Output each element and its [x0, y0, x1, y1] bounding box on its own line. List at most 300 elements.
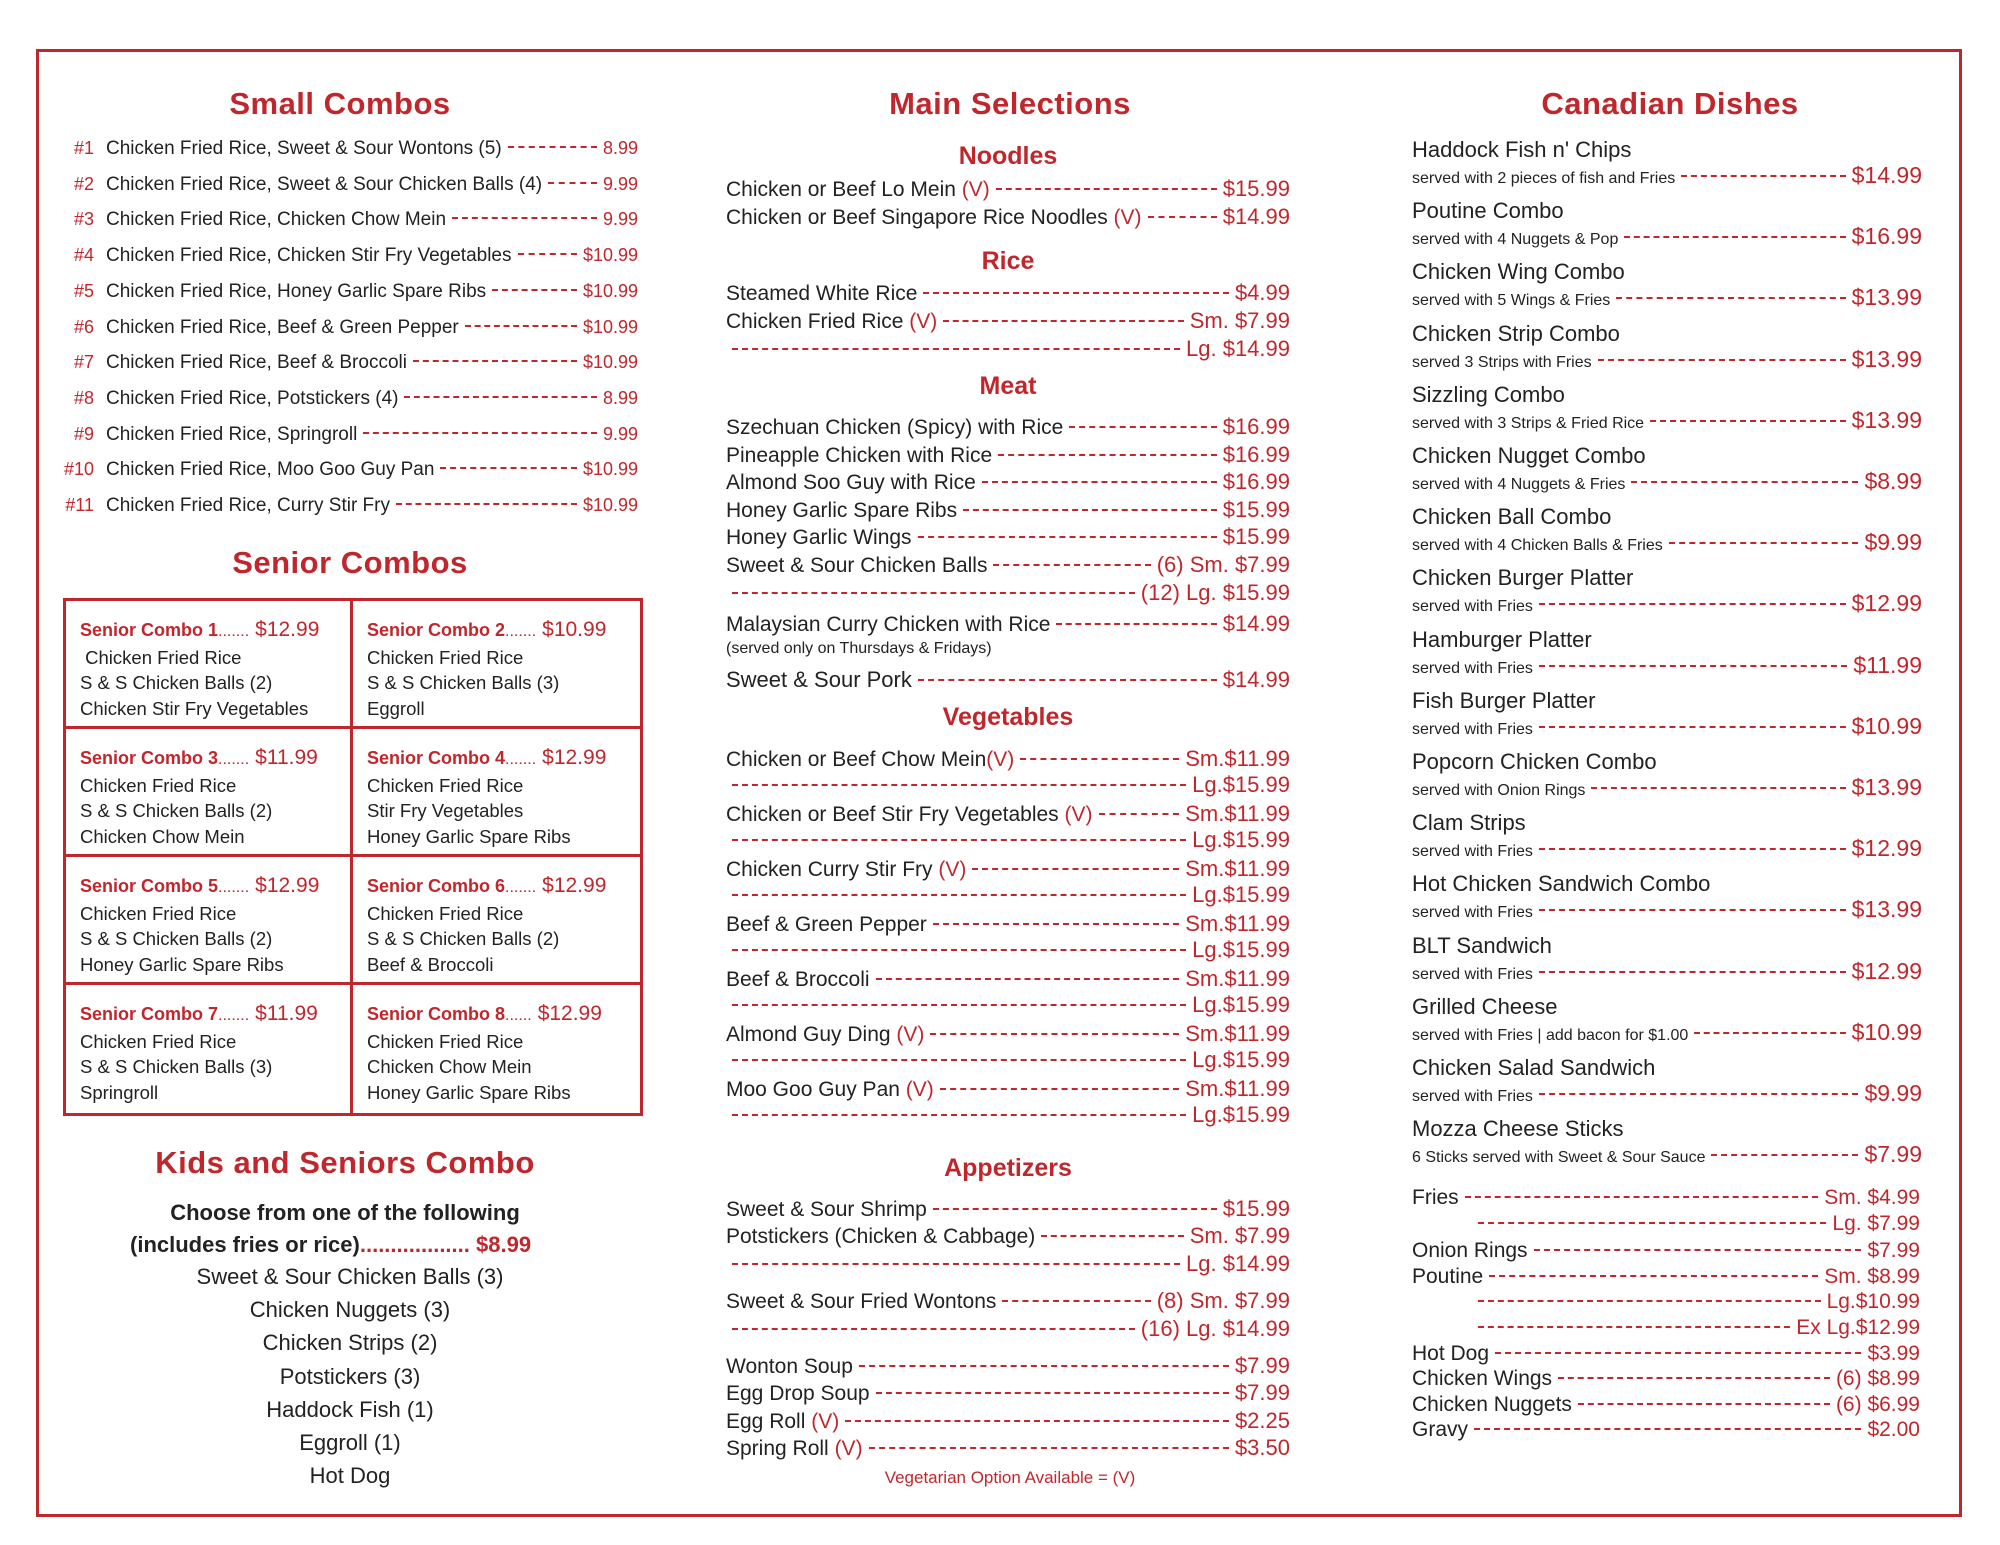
item-name: Almond Soo Guy with Rice [726, 471, 976, 495]
small-combo-row [60, 459, 638, 481]
dotted-leader [996, 188, 1217, 190]
appetizers-title: Appetizers [944, 1154, 1072, 1182]
canadian-item [1412, 383, 1922, 434]
item-price: $15.99 [1222, 496, 1290, 522]
senior-combo-line: Chicken Fried Rice [367, 646, 524, 668]
dotted-leader [1539, 726, 1846, 728]
canadian-item-description: served with 4 Chicken Balls & Fries [1412, 537, 1663, 555]
dotted-leader [1495, 1352, 1861, 1354]
small-combo-row [60, 138, 638, 160]
canadian-item-price: $13.99 [1851, 774, 1922, 800]
vegetable-row [726, 911, 1290, 937]
item-price: Sm.$11.99 [1185, 801, 1290, 826]
side-name: Chicken Nuggets [1412, 1392, 1572, 1416]
combo-name: Chicken Fried Rice, Beef & Broccoli [106, 352, 407, 374]
vegetarian-mark: (V) [905, 1078, 934, 1101]
combo-name: Chicken Fried Rice, Sweet & Sour Wontons (5) [106, 138, 502, 159]
senior-combo-price: $12.99 [537, 1002, 602, 1025]
combo-price: $10.99 [582, 280, 638, 301]
dotted-leader [1478, 1222, 1826, 1224]
side-price: (6) $8.99 [1835, 1367, 1920, 1391]
canadian-item-subline [1412, 162, 1922, 189]
meat-note: (served only on Thursdays & Fridays) [726, 640, 992, 657]
senior-combo-line: S & S Chicken Balls (2) [80, 800, 273, 821]
dotted-leader [1539, 603, 1846, 605]
item-price: Sm.$11.99 [1185, 746, 1290, 771]
dotted-leader [933, 923, 1179, 925]
dotted-leader [1558, 1377, 1830, 1379]
meat-row [726, 442, 1290, 468]
dotted-leader [1539, 665, 1847, 667]
side-row [1412, 1418, 1920, 1442]
kids-item: Eggroll (1) [299, 1430, 401, 1455]
dotted-leader [845, 1420, 1229, 1422]
item-name: Almond Guy Ding [726, 1023, 897, 1046]
vegetable-row [726, 1076, 1290, 1102]
item-name: Sweet & Sour Fried Wontons [726, 1290, 997, 1314]
combo-number: #10 [63, 459, 94, 480]
item-name: Spring Roll [726, 1437, 835, 1461]
dotted-leader [933, 1208, 1217, 1210]
senior-combo-line: Chicken Fried Rice [367, 1030, 524, 1052]
senior-combo-header [80, 745, 336, 773]
item-name: Moo Goo Guy Pan [726, 1078, 906, 1101]
dotted-leader [440, 467, 577, 469]
combo-price: 9.99 [602, 209, 638, 230]
combo-name: Chicken Fried Rice, Chicken Chow Mein [106, 209, 447, 231]
canadian-item [1412, 750, 1922, 801]
side-row [1412, 1316, 1920, 1340]
canadian-item-price: $7.99 [1864, 1141, 1922, 1168]
dotted-leader [732, 784, 1186, 786]
canadian-item-description: served with 4 Nuggets & Pop [1412, 231, 1619, 249]
canadian-item-subline [1412, 958, 1922, 985]
item-name: Chicken Fried Rice [726, 310, 910, 333]
dotted-leader [1041, 1235, 1183, 1237]
side-name: Onion Rings [1412, 1239, 1528, 1263]
senior-combo-name: Senior Combo 4 [367, 748, 506, 768]
vegetable-row-large [726, 827, 1290, 853]
senior-combo-line: Chicken Stir Fry Vegetables [80, 697, 309, 719]
item-price: Sm.$11.99 [1185, 966, 1290, 991]
dotted-leader [998, 454, 1217, 456]
canadian-item-description: served with 3 Strips & Fried Rice [1412, 414, 1645, 432]
senior-combo-name: Senior Combo 1 [80, 620, 219, 640]
combo-number: #9 [73, 423, 94, 444]
canadian-item-description: served with Fries | add bacon for $1.00 [1412, 1026, 1689, 1044]
senior-combo-header [80, 617, 336, 645]
item-name: Honey Garlic Wings [726, 526, 912, 550]
item-price: Lg.$15.99 [1192, 827, 1290, 852]
dotted-leader [1002, 1300, 1150, 1302]
item-name: Honey Garlic Spare Ribs [726, 498, 958, 522]
appetizer-row [726, 1408, 1290, 1434]
meat-row [726, 524, 1290, 550]
item-price: $7.99 [1234, 1380, 1290, 1406]
senior-combo-cell [353, 729, 640, 857]
dotted-leader [859, 1365, 1229, 1367]
senior-combo-line: Honey Garlic Spare Ribs [367, 825, 571, 847]
canadian-item-name: Sizzling Combo [1412, 381, 1565, 407]
canadian-item-price: $10.99 [1851, 712, 1922, 739]
canadian-item-price: $13.99 [1851, 284, 1922, 311]
item-price: $2.25 [1234, 1407, 1290, 1433]
dotted-leader [1669, 542, 1859, 544]
dotted-leader [993, 564, 1150, 566]
canadian-item-name: BLT Sandwich [1412, 932, 1552, 958]
senior-combo-line: Chicken Fried Rice [80, 1030, 237, 1052]
dotted-leader [930, 1033, 1179, 1035]
dotted-leader [1474, 1428, 1861, 1430]
item-price: Sm. $7.99 [1189, 308, 1290, 333]
senior-combos-title: Senior Combos [232, 545, 468, 580]
combo-number: #4 [73, 245, 94, 266]
item-price: Lg.$15.99 [1192, 882, 1290, 907]
canadian-item-description: served with 5 Wings & Fries [1412, 292, 1611, 310]
vegetarian-mark: (V) [1064, 803, 1093, 826]
side-row [1412, 1290, 1920, 1314]
senior-combo-name: Senior Combo 5 [80, 876, 219, 896]
dotted-leader [1711, 1154, 1858, 1156]
dotted-leader [452, 217, 597, 219]
canadian-item-subline [1412, 713, 1922, 740]
item-price: Lg.$15.99 [1192, 937, 1290, 962]
canadian-item [1412, 1117, 1922, 1168]
canadian-item-subline [1412, 590, 1922, 617]
side-row [1412, 1212, 1920, 1236]
canadian-item-name: Chicken Salad Sandwich [1412, 1055, 1656, 1080]
senior-combo-line: S & S Chicken Balls (2) [367, 928, 560, 949]
senior-combo-price: $10.99 [542, 618, 607, 641]
canadian-item [1412, 1056, 1922, 1107]
senior-combo-name: Senior Combo 7 [80, 1004, 219, 1024]
dotted-leader [548, 182, 597, 184]
senior-combo-cell [66, 601, 353, 729]
item-price: $16.99 [1222, 441, 1290, 467]
item-price: Lg. $14.99 [1186, 336, 1290, 361]
dotted-leader [1681, 175, 1845, 177]
small-combo-row [60, 174, 638, 196]
canadian-item-description: served with Onion Rings [1412, 782, 1586, 799]
canadian-item-price: $12.99 [1851, 835, 1922, 862]
canadian-item-name: Chicken Strip Combo [1412, 320, 1620, 346]
rice-row [726, 336, 1290, 362]
kids-item: Chicken Nuggets (3) [249, 1297, 451, 1323]
item-price: (8) Sm. $7.99 [1156, 1288, 1290, 1314]
senior-combo-price: $12.99 [542, 874, 607, 897]
item-price: (12) Lg. $15.99 [1140, 579, 1290, 605]
item-name: Szechuan Chicken (Spicy) with Rice [726, 416, 1064, 439]
senior-combo-dots: ....... [505, 623, 537, 640]
canadian-item-name: Hamburger Platter [1412, 626, 1592, 652]
dotted-leader [982, 481, 1217, 483]
vegetable-row [726, 746, 1290, 772]
meat-row [726, 580, 1290, 606]
dotted-leader [918, 679, 1217, 681]
canadian-item [1412, 566, 1922, 617]
dotted-leader [918, 536, 1217, 538]
side-row [1412, 1393, 1920, 1417]
small-combo-row [60, 495, 638, 517]
vegetable-row-large [726, 1047, 1290, 1073]
senior-combo-name: Senior Combo 2 [367, 620, 506, 640]
vegetable-row-large [726, 882, 1290, 908]
canadian-item-subline [1412, 1141, 1922, 1168]
appetizer-row [726, 1353, 1290, 1379]
canadian-item-price: $9.99 [1864, 529, 1922, 556]
canadian-item-description: served with Fries [1412, 843, 1533, 861]
canadian-item-price: $9.99 [1864, 1080, 1922, 1106]
item-name: Sweet & Sour Pork [726, 667, 912, 692]
item-name: Chicken or Beef Singapore Rice Noodles [726, 206, 1114, 229]
noodles-title: Noodles [958, 142, 1058, 170]
canadian-item-subline [1412, 529, 1922, 556]
dotted-leader [1099, 813, 1180, 815]
dotted-leader [508, 146, 597, 148]
appetizer-row [726, 1380, 1290, 1406]
item-name: Pineapple Chicken with Rice [726, 443, 993, 467]
senior-combo-line: S & S Chicken Balls (2) [80, 928, 273, 949]
vegetable-row [726, 1021, 1290, 1047]
canadian-item-description: served with Fries [1412, 659, 1533, 677]
senior-combo-line: S & S Chicken Balls (3) [367, 672, 560, 693]
item-name: Malaysian Curry Chicken with Rice [726, 613, 1051, 637]
senior-combo-dots: ....... [218, 623, 250, 640]
canadian-item [1412, 995, 1922, 1046]
senior-combo-header [367, 617, 626, 645]
canadian-item-subline [1412, 774, 1922, 801]
appetizer-row [726, 1223, 1290, 1249]
senior-combo-header [367, 873, 626, 901]
item-price: Sm.$11.99 [1185, 1021, 1290, 1046]
item-price: $15.99 [1222, 176, 1290, 201]
dotted-leader [1069, 426, 1216, 428]
senior-combo-line: Chicken Chow Mein [80, 825, 245, 847]
canadian-item-name: Popcorn Chicken Combo [1412, 749, 1657, 774]
dotted-leader [1631, 481, 1858, 483]
side-price: Lg. $7.99 [1832, 1211, 1920, 1235]
senior-combo-line: Beef & Broccoli [367, 953, 494, 975]
item-price: (6) Sm. $7.99 [1156, 552, 1290, 577]
senior-combo-line: Chicken Fried Rice [367, 774, 524, 796]
canadian-item-price: $13.99 [1851, 406, 1922, 433]
kids-choose-line: Choose from one of the following [170, 1200, 520, 1225]
combo-number: #11 [65, 495, 94, 515]
senior-combo-line: Springroll [80, 1081, 159, 1103]
senior-combo-price: $11.99 [255, 746, 318, 769]
kids-item: Haddock Fish (1) [266, 1396, 434, 1422]
senior-combo-dots: ....... [218, 879, 250, 896]
side-name: Gravy [1412, 1418, 1469, 1442]
senior-combo-price: $12.99 [255, 618, 320, 641]
item-price: $15.99 [1222, 524, 1290, 550]
dotted-leader [1489, 1275, 1818, 1277]
dotted-leader [1534, 1249, 1862, 1251]
small-combo-row [60, 209, 638, 231]
senior-combo-line: Stir Fry Vegetables [367, 800, 524, 821]
item-name: Egg Drop Soup [726, 1382, 870, 1406]
dotted-leader [492, 289, 577, 291]
canadian-item-subline [1412, 835, 1922, 862]
canadian-item-subline [1412, 652, 1922, 679]
vegetable-row-large [726, 1102, 1290, 1128]
dotted-leader [404, 396, 596, 398]
small-combo-row [60, 424, 638, 446]
senior-combo-cell [353, 985, 640, 1113]
senior-combo-line: Honey Garlic Spare Ribs [367, 1081, 571, 1103]
dotted-leader [869, 1447, 1229, 1449]
combo-price: $10.99 [582, 459, 638, 480]
vegetables-title: Vegetables [942, 703, 1074, 731]
dotted-leader [732, 348, 1180, 350]
combo-number: #5 [73, 280, 94, 301]
item-price: Lg.$15.99 [1192, 992, 1290, 1017]
small-combo-row [60, 281, 638, 303]
canadian-item-price: $11.99 [1853, 651, 1922, 678]
side-row [1412, 1342, 1920, 1366]
combo-price: 9.99 [602, 423, 638, 444]
appetizer-row [726, 1196, 1290, 1222]
side-price: $3.99 [1867, 1341, 1920, 1365]
dotted-leader [363, 432, 597, 434]
vegetarian-mark: (V) [961, 178, 990, 201]
senior-combo-dots: ....... [218, 1007, 250, 1024]
combo-name: Chicken Fried Rice, Curry Stir Fry [106, 495, 390, 516]
dotted-leader [1591, 787, 1845, 789]
dotted-leader [963, 509, 1217, 511]
dotted-leader [732, 839, 1186, 841]
side-price: Lg.$10.99 [1826, 1290, 1920, 1314]
meat-row [726, 552, 1290, 578]
small-combos-title: Small Combos [229, 86, 451, 121]
canadian-item-name: Haddock Fish n' Chips [1412, 137, 1632, 162]
dotted-leader [876, 1392, 1229, 1394]
item-price: $14.99 [1222, 204, 1290, 229]
canadian-item [1412, 322, 1922, 373]
canadian-item-price: $13.99 [1851, 896, 1922, 923]
combo-number: #3 [73, 209, 94, 230]
combo-price: 9.99 [602, 173, 638, 194]
appetizer-row [726, 1251, 1290, 1277]
small-combo-row [60, 317, 638, 339]
dotted-leader [1616, 297, 1845, 299]
combo-number: #7 [73, 352, 94, 373]
kids-item: Sweet & Sour Chicken Balls (3) [196, 1264, 504, 1289]
side-price: (6) $6.99 [1835, 1392, 1920, 1416]
dotted-leader [1478, 1300, 1821, 1302]
canadian-item-subline [1412, 896, 1922, 923]
item-name: Chicken or Beef Chow Mein [726, 748, 987, 771]
dotted-leader [1539, 909, 1846, 911]
combo-name: Chicken Fried Rice, Chicken Stir Fry Vegetables [106, 245, 512, 267]
senior-combo-line: S & S Chicken Balls (3) [80, 1056, 273, 1077]
senior-combo-cell [66, 857, 353, 985]
dotted-leader [940, 1088, 1179, 1090]
noodle-row [726, 176, 1290, 202]
item-name: Egg Roll [726, 1409, 812, 1433]
side-name: Poutine [1412, 1264, 1484, 1288]
senior-combo-line: Chicken Fried Rice [80, 646, 242, 668]
senior-combo-cell [66, 985, 353, 1113]
senior-combo-dots: ....... [505, 879, 537, 896]
appetizer-row [726, 1288, 1290, 1314]
item-price: $16.99 [1222, 414, 1290, 439]
item-name: Chicken or Beef Lo Mein [726, 178, 962, 201]
canadian-item-description: served with Fries [1412, 965, 1533, 983]
canadian-item-price: $16.99 [1851, 223, 1922, 250]
meat-row [726, 414, 1290, 440]
item-price: $7.99 [1234, 1353, 1290, 1378]
combo-name: Chicken Fried Rice, Moo Goo Guy Pan [106, 459, 435, 481]
senior-combo-line: Eggroll [367, 697, 425, 719]
appetizer-row [726, 1435, 1290, 1461]
dotted-leader [1598, 359, 1846, 361]
senior-combo-cell [66, 729, 353, 857]
vegetarian-mark: (V) [811, 1409, 840, 1433]
dotted-leader [413, 360, 577, 362]
senior-combo-line: Chicken Fried Rice [80, 774, 237, 796]
senior-combo-header [80, 873, 336, 901]
senior-combo-price: $12.99 [255, 874, 320, 897]
side-row [1412, 1239, 1920, 1263]
combo-name: Chicken Fried Rice, Potstickers (4) [106, 387, 399, 409]
kids-item: Chicken Strips (2) [262, 1330, 438, 1356]
canadian-item-price: $13.99 [1851, 345, 1922, 372]
senior-combo-line: Honey Garlic Spare Ribs [80, 953, 284, 975]
canadian-item-name: Grilled Cheese [1412, 993, 1558, 1019]
side-price: Sm. $4.99 [1824, 1186, 1920, 1209]
kids-item: Hot Dog [309, 1463, 391, 1489]
canadian-item-name: Fish Burger Platter [1412, 687, 1596, 713]
senior-combo-line: Chicken Chow Mein [367, 1056, 532, 1077]
meat-row [726, 497, 1290, 523]
kids-includes-line [130, 1232, 630, 1258]
combo-name: Chicken Fried Rice, Honey Garlic Spare Ribs [106, 280, 487, 302]
combo-name: Chicken Fried Rice, Springroll [106, 423, 358, 445]
meat-title: Meat [979, 372, 1037, 400]
canadian-item-subline [1412, 407, 1922, 434]
canadian-item-description: served with Fries [1412, 720, 1533, 738]
combo-name: Chicken Fried Rice, Beef & Green Pepper [106, 316, 459, 338]
combo-price: $10.99 [582, 316, 638, 337]
dotted-leader [732, 894, 1186, 896]
combo-number: #8 [73, 387, 94, 408]
combo-price: $10.99 [582, 245, 638, 266]
small-combo-row [60, 245, 638, 267]
canadian-item-subline [1412, 1080, 1922, 1107]
canadian-item-name: Mozza Cheese Sticks [1412, 1116, 1624, 1142]
canadian-item-name: Chicken Ball Combo [1412, 504, 1612, 530]
side-price: Sm. $8.99 [1824, 1264, 1920, 1288]
dotted-leader [732, 1263, 1180, 1265]
canadian-item-name: Hot Chicken Sandwich Combo [1412, 871, 1711, 897]
senior-combo-header [80, 1001, 336, 1029]
combo-name: Chicken Fried Rice, Sweet & Sour Chicken Balls (4) [106, 173, 543, 195]
side-price: $2.00 [1867, 1418, 1920, 1442]
canadian-item-description: served with 4 Nuggets & Fries [1412, 476, 1626, 493]
canadian-item-price: $8.99 [1864, 468, 1922, 494]
dotted-leader [1578, 1403, 1830, 1405]
vegetable-row-large [726, 772, 1290, 798]
item-name: Potstickers (Chicken & Cabbage) [726, 1225, 1036, 1249]
vegetarian-mark: (V) [909, 310, 938, 333]
dotted-leader [1624, 236, 1845, 238]
side-name: Fries [1412, 1186, 1459, 1209]
canadian-item-subline [1412, 1019, 1922, 1046]
noodle-row [726, 204, 1290, 230]
dotted-leader [1539, 971, 1846, 973]
canadian-dishes-title: Canadian Dishes [1541, 86, 1799, 121]
